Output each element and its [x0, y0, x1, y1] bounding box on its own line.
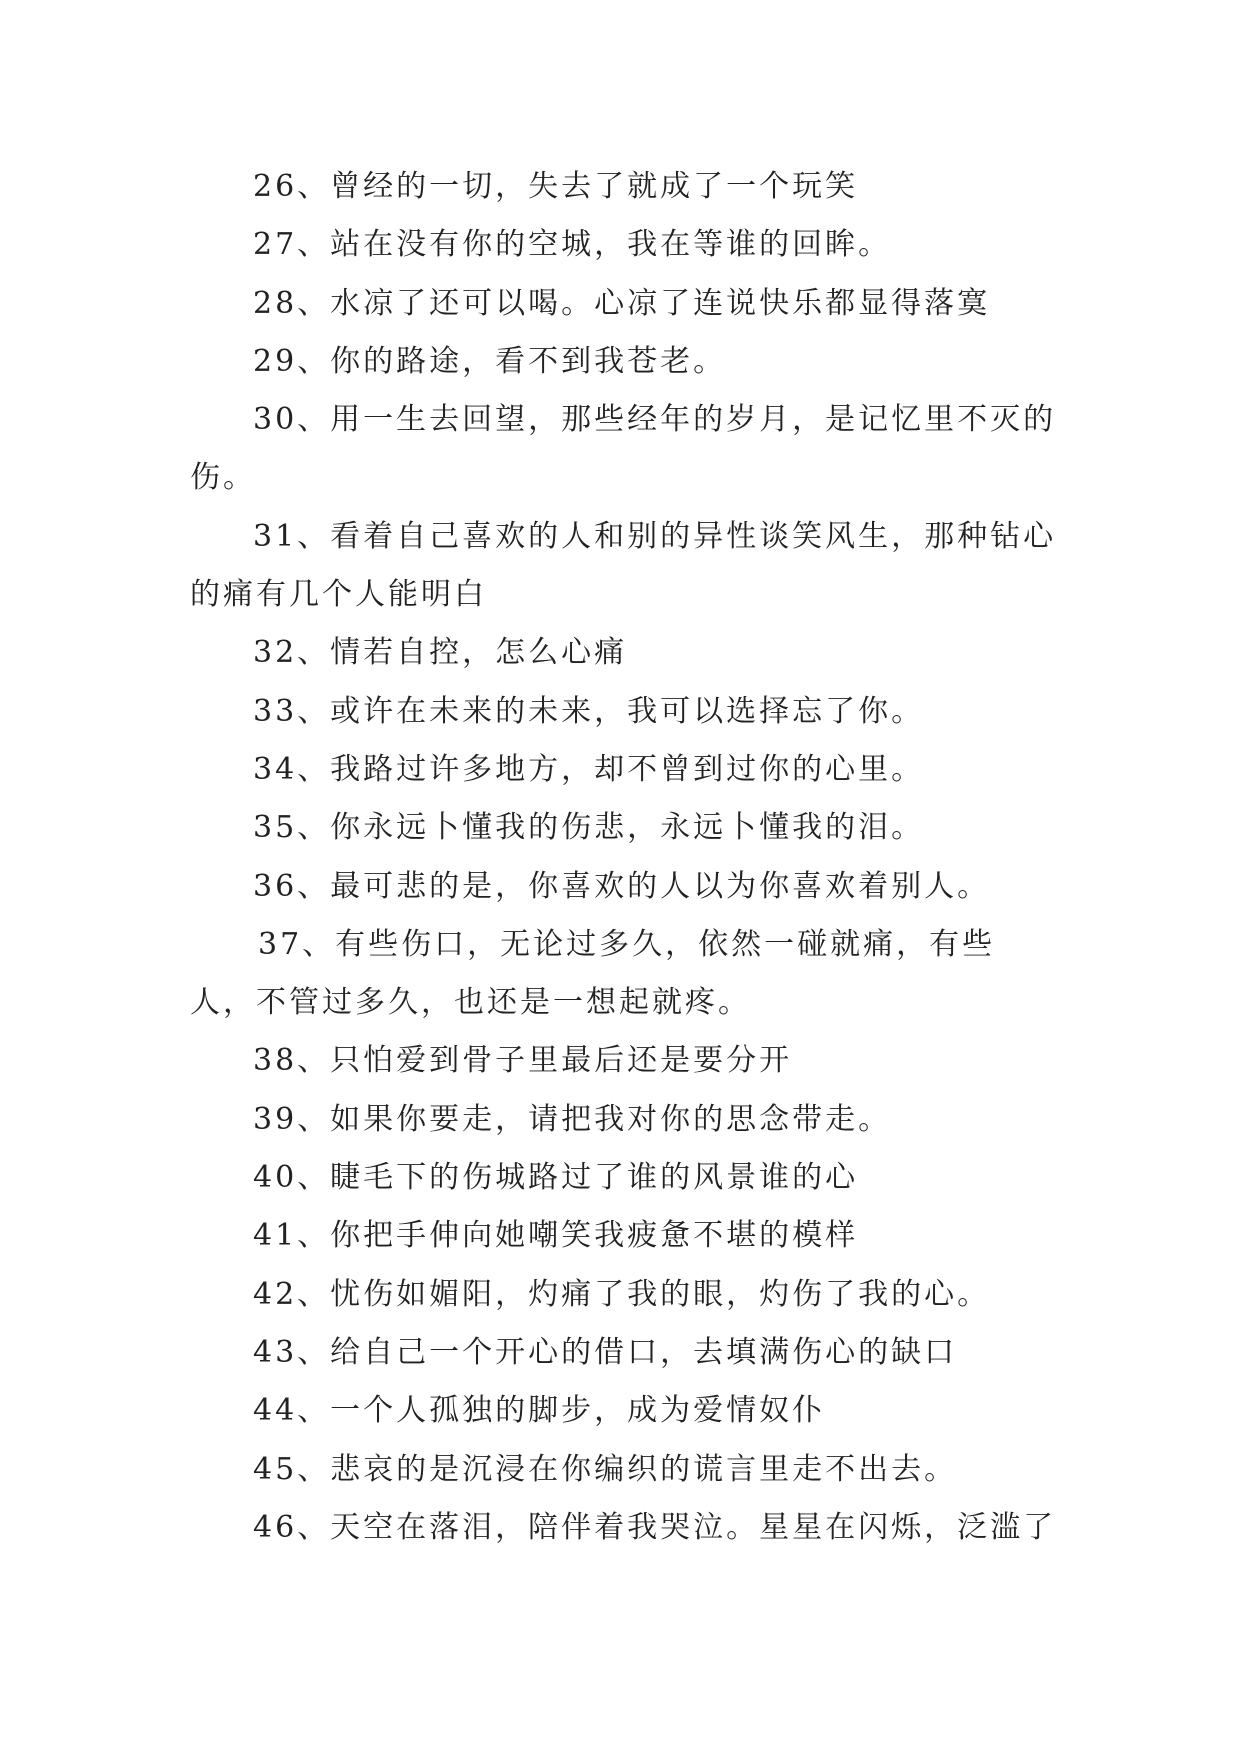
- paragraph-40: 40、睫毛下的伤城路过了谁的风景谁的心: [253, 1160, 859, 1196]
- paragraph-38: 38、只怕爱到骨子里最后还是要分开: [253, 1043, 793, 1079]
- paragraph-26: 26、曾经的一切，失去了就成了一个玩笑: [253, 169, 859, 204]
- paragraph-32: 32、情若自控，怎么心痛: [253, 635, 628, 671]
- paragraph-41: 41、你把手伸向她嘲笑我疲惫不堪的模样: [253, 1218, 859, 1254]
- paragraph-28: 28、水凉了还可以喝。心凉了连说快乐都显得落寞: [253, 285, 991, 321]
- paragraph-33: 33、或许在未来的未来，我可以选择忘了你。: [253, 693, 925, 729]
- paragraph-29: 29、你的路途，看不到我苍老。: [253, 343, 727, 379]
- paragraph-39: 39、如果你要走，请把我对你的思念带走。: [253, 1101, 892, 1137]
- paragraph-31: 31、看着自己喜欢的人和别的异性谈笑风生，那种钻心的痛有几个人能明白: [190, 518, 1057, 613]
- paragraph-35: 35、你永远卜懂我的伤悲，永远卜懂我的泪。: [253, 810, 925, 846]
- paragraph-44: 44、一个人孤独的脚步，成为爱情奴仆: [253, 1393, 826, 1429]
- text-body: [190, 158, 1060, 1557]
- paragraph-30: 30、用一生去回望，那些经年的岁月，是记忆里不灭的伤。: [190, 402, 1057, 496]
- paragraph-43: 43、给自己一个开心的借口，去填满伤心的缺口: [253, 1334, 958, 1370]
- paragraph-36: 36、最可悲的是，你喜欢的人以为你喜欢着别人。: [253, 868, 991, 904]
- paragraph-46: 46、天空在落泪，陪伴着我哭泣。星星在闪烁，泛滥了: [253, 1509, 1057, 1545]
- paragraph-27: 27、站在没有你的空城，我在等谁的回眸。: [253, 227, 892, 263]
- paragraph-37: 37、有些伤口，无论过多久，依然一碰就痛，有些人，不管过多久，也还是一想起就疼。: [190, 926, 996, 1021]
- paragraph-34: 34、我路过许多地方，却不曾到过你的心里。: [253, 751, 925, 787]
- paragraph-45: 45、悲哀的是沉浸在你编织的谎言里走不出去。: [253, 1451, 958, 1487]
- paragraph-42: 42、忧伤如媚阳，灼痛了我的眼，灼伤了我的心。: [253, 1276, 991, 1312]
